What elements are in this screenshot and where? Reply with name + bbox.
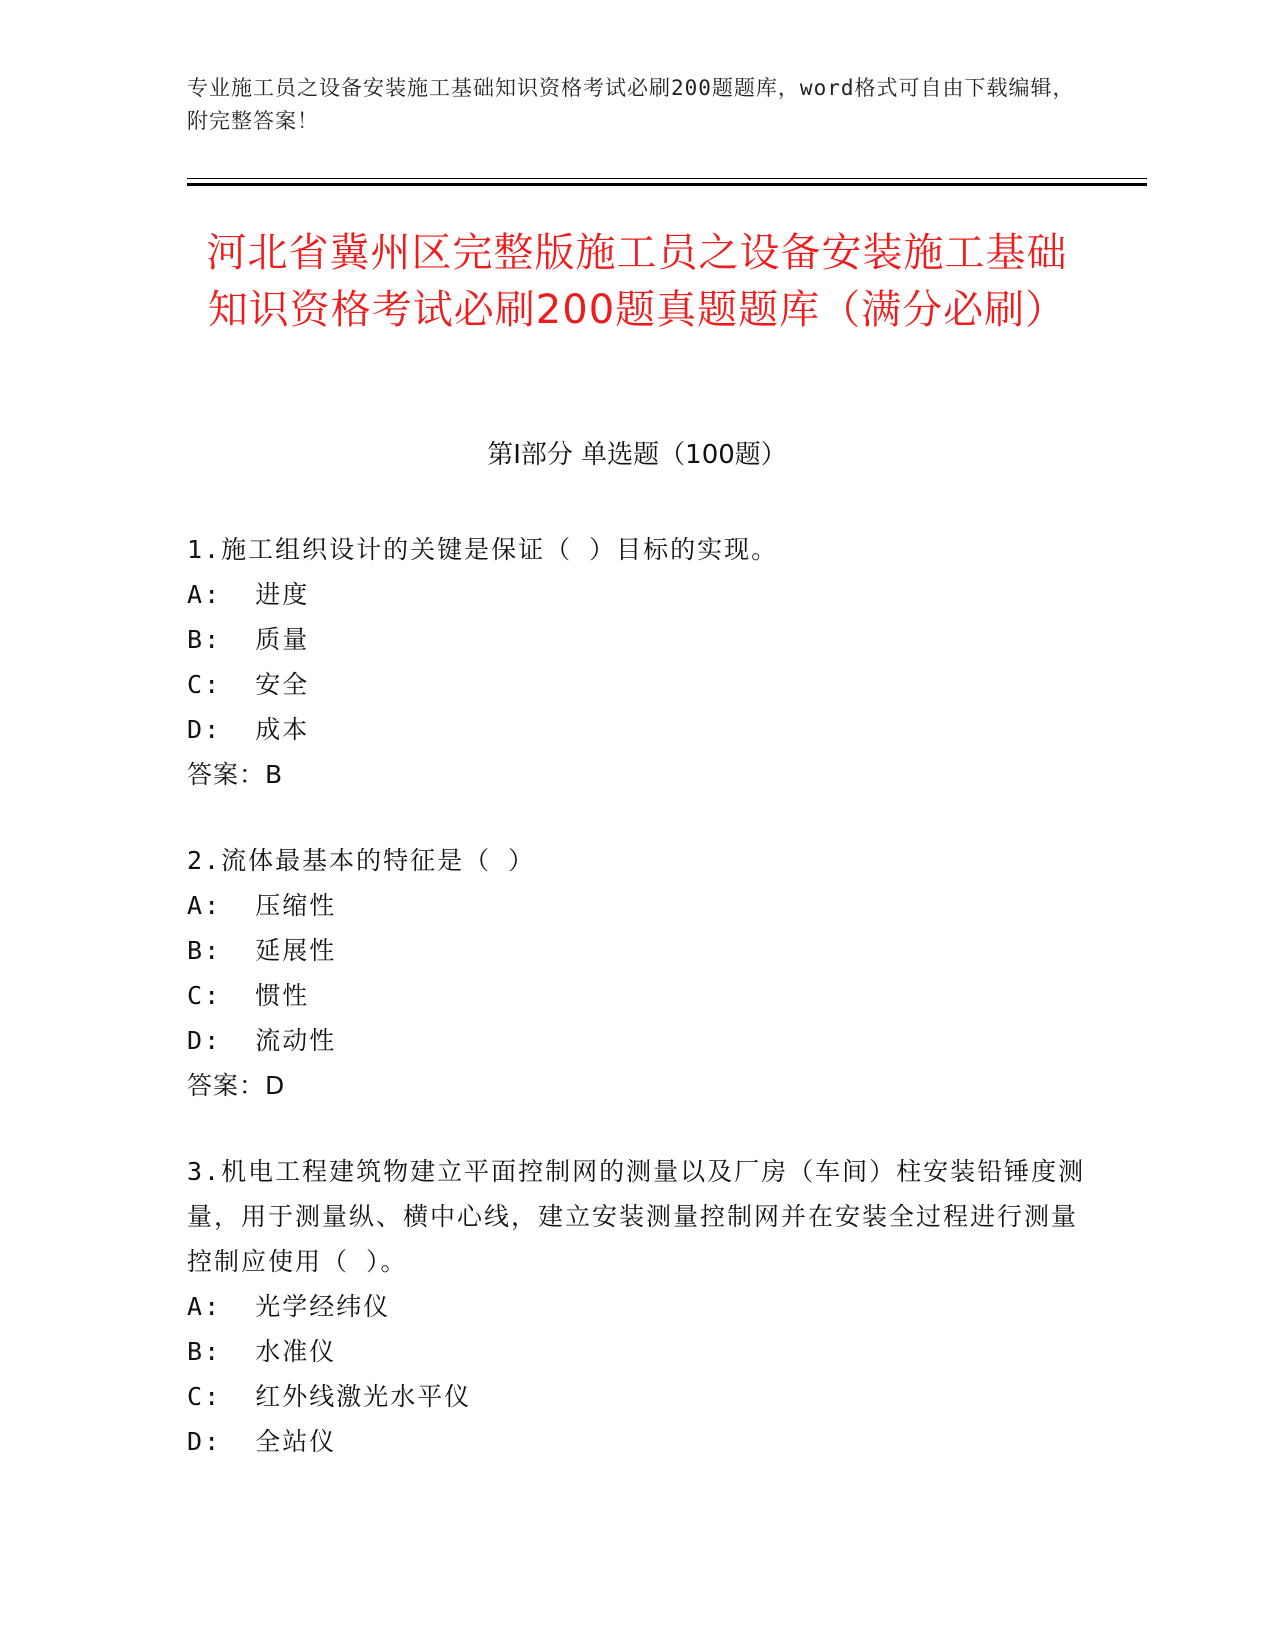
option-text: 光学经纬仪 [255, 1292, 391, 1321]
option-text: 质量 [255, 625, 310, 654]
option-label: D [187, 1427, 205, 1456]
document-title: 河北省冀州区完整版施工员之设备安装施工基础知识资格考试必刷200题真题题库（满分必刷） [206, 230, 1068, 333]
option-text: 流动性 [255, 1026, 337, 1055]
option-label: B [187, 1337, 205, 1366]
option-label: C [187, 1382, 205, 1411]
answer-line: 答案：D [187, 1071, 286, 1100]
option-b: B: 水准仪 [187, 1337, 337, 1366]
option-label: A [187, 580, 205, 609]
section-title: 第Ⅰ部分 单选题（100题） [487, 440, 787, 470]
question-stem: 2.流体最基本的特征是（ ） [187, 846, 536, 875]
option-a: A: 压缩性 [187, 891, 337, 920]
question-list [187, 527, 1087, 1505]
option-a: A: 光学经纬仪 [187, 1292, 391, 1321]
option-d: D: 成本 [187, 715, 310, 744]
option-label: B [187, 936, 205, 965]
option-b: B: 质量 [187, 625, 310, 654]
answer-line: 答案：B [187, 760, 284, 789]
option-label: B [187, 625, 205, 654]
question-2 [187, 838, 1087, 1108]
option-a: A: 进度 [187, 580, 310, 609]
option-d: D: 全站仪 [187, 1427, 337, 1456]
option-label: A [187, 1292, 205, 1321]
option-text: 延展性 [255, 936, 337, 965]
option-text: 惯性 [255, 981, 310, 1010]
question-1 [187, 527, 1087, 797]
option-c: C: 红外线激光水平仪 [187, 1382, 472, 1411]
option-label: A [187, 891, 205, 920]
question-stem: 1.施工组织设计的关键是保证（ ）目标的实现。 [187, 535, 779, 564]
option-label: D [187, 1026, 205, 1055]
option-text: 压缩性 [255, 891, 337, 920]
option-c: C: 安全 [187, 670, 310, 699]
option-b: B: 延展性 [187, 936, 337, 965]
option-text: 红外线激光水平仪 [255, 1382, 472, 1411]
option-text: 全站仪 [255, 1427, 337, 1456]
header-divider-thick [187, 183, 1147, 186]
option-label: D [187, 715, 205, 744]
option-text: 成本 [255, 715, 310, 744]
option-c: C: 惯性 [187, 981, 310, 1010]
header-note: 专业施工员之设备安装施工基础知识资格考试必刷200题题库，word格式可自由下载编辑，附完整答案！ [187, 76, 1075, 133]
option-text: 水准仪 [255, 1337, 337, 1366]
option-text: 安全 [255, 670, 310, 699]
question-stem: 3.机电工程建筑物建立平面控制网的测量以及厂房（车间）柱安装铅锤度测量，用于测量纵、横中心线，建立安装测量控制网并在安装全过程进行测量控制应使用（ ）。 [187, 1157, 1086, 1276]
option-label: C [187, 670, 205, 699]
option-d: D: 流动性 [187, 1026, 337, 1055]
header-divider-thin [187, 178, 1147, 179]
option-text: 进度 [255, 580, 310, 609]
question-3 [187, 1149, 1087, 1464]
option-label: C [187, 981, 205, 1010]
